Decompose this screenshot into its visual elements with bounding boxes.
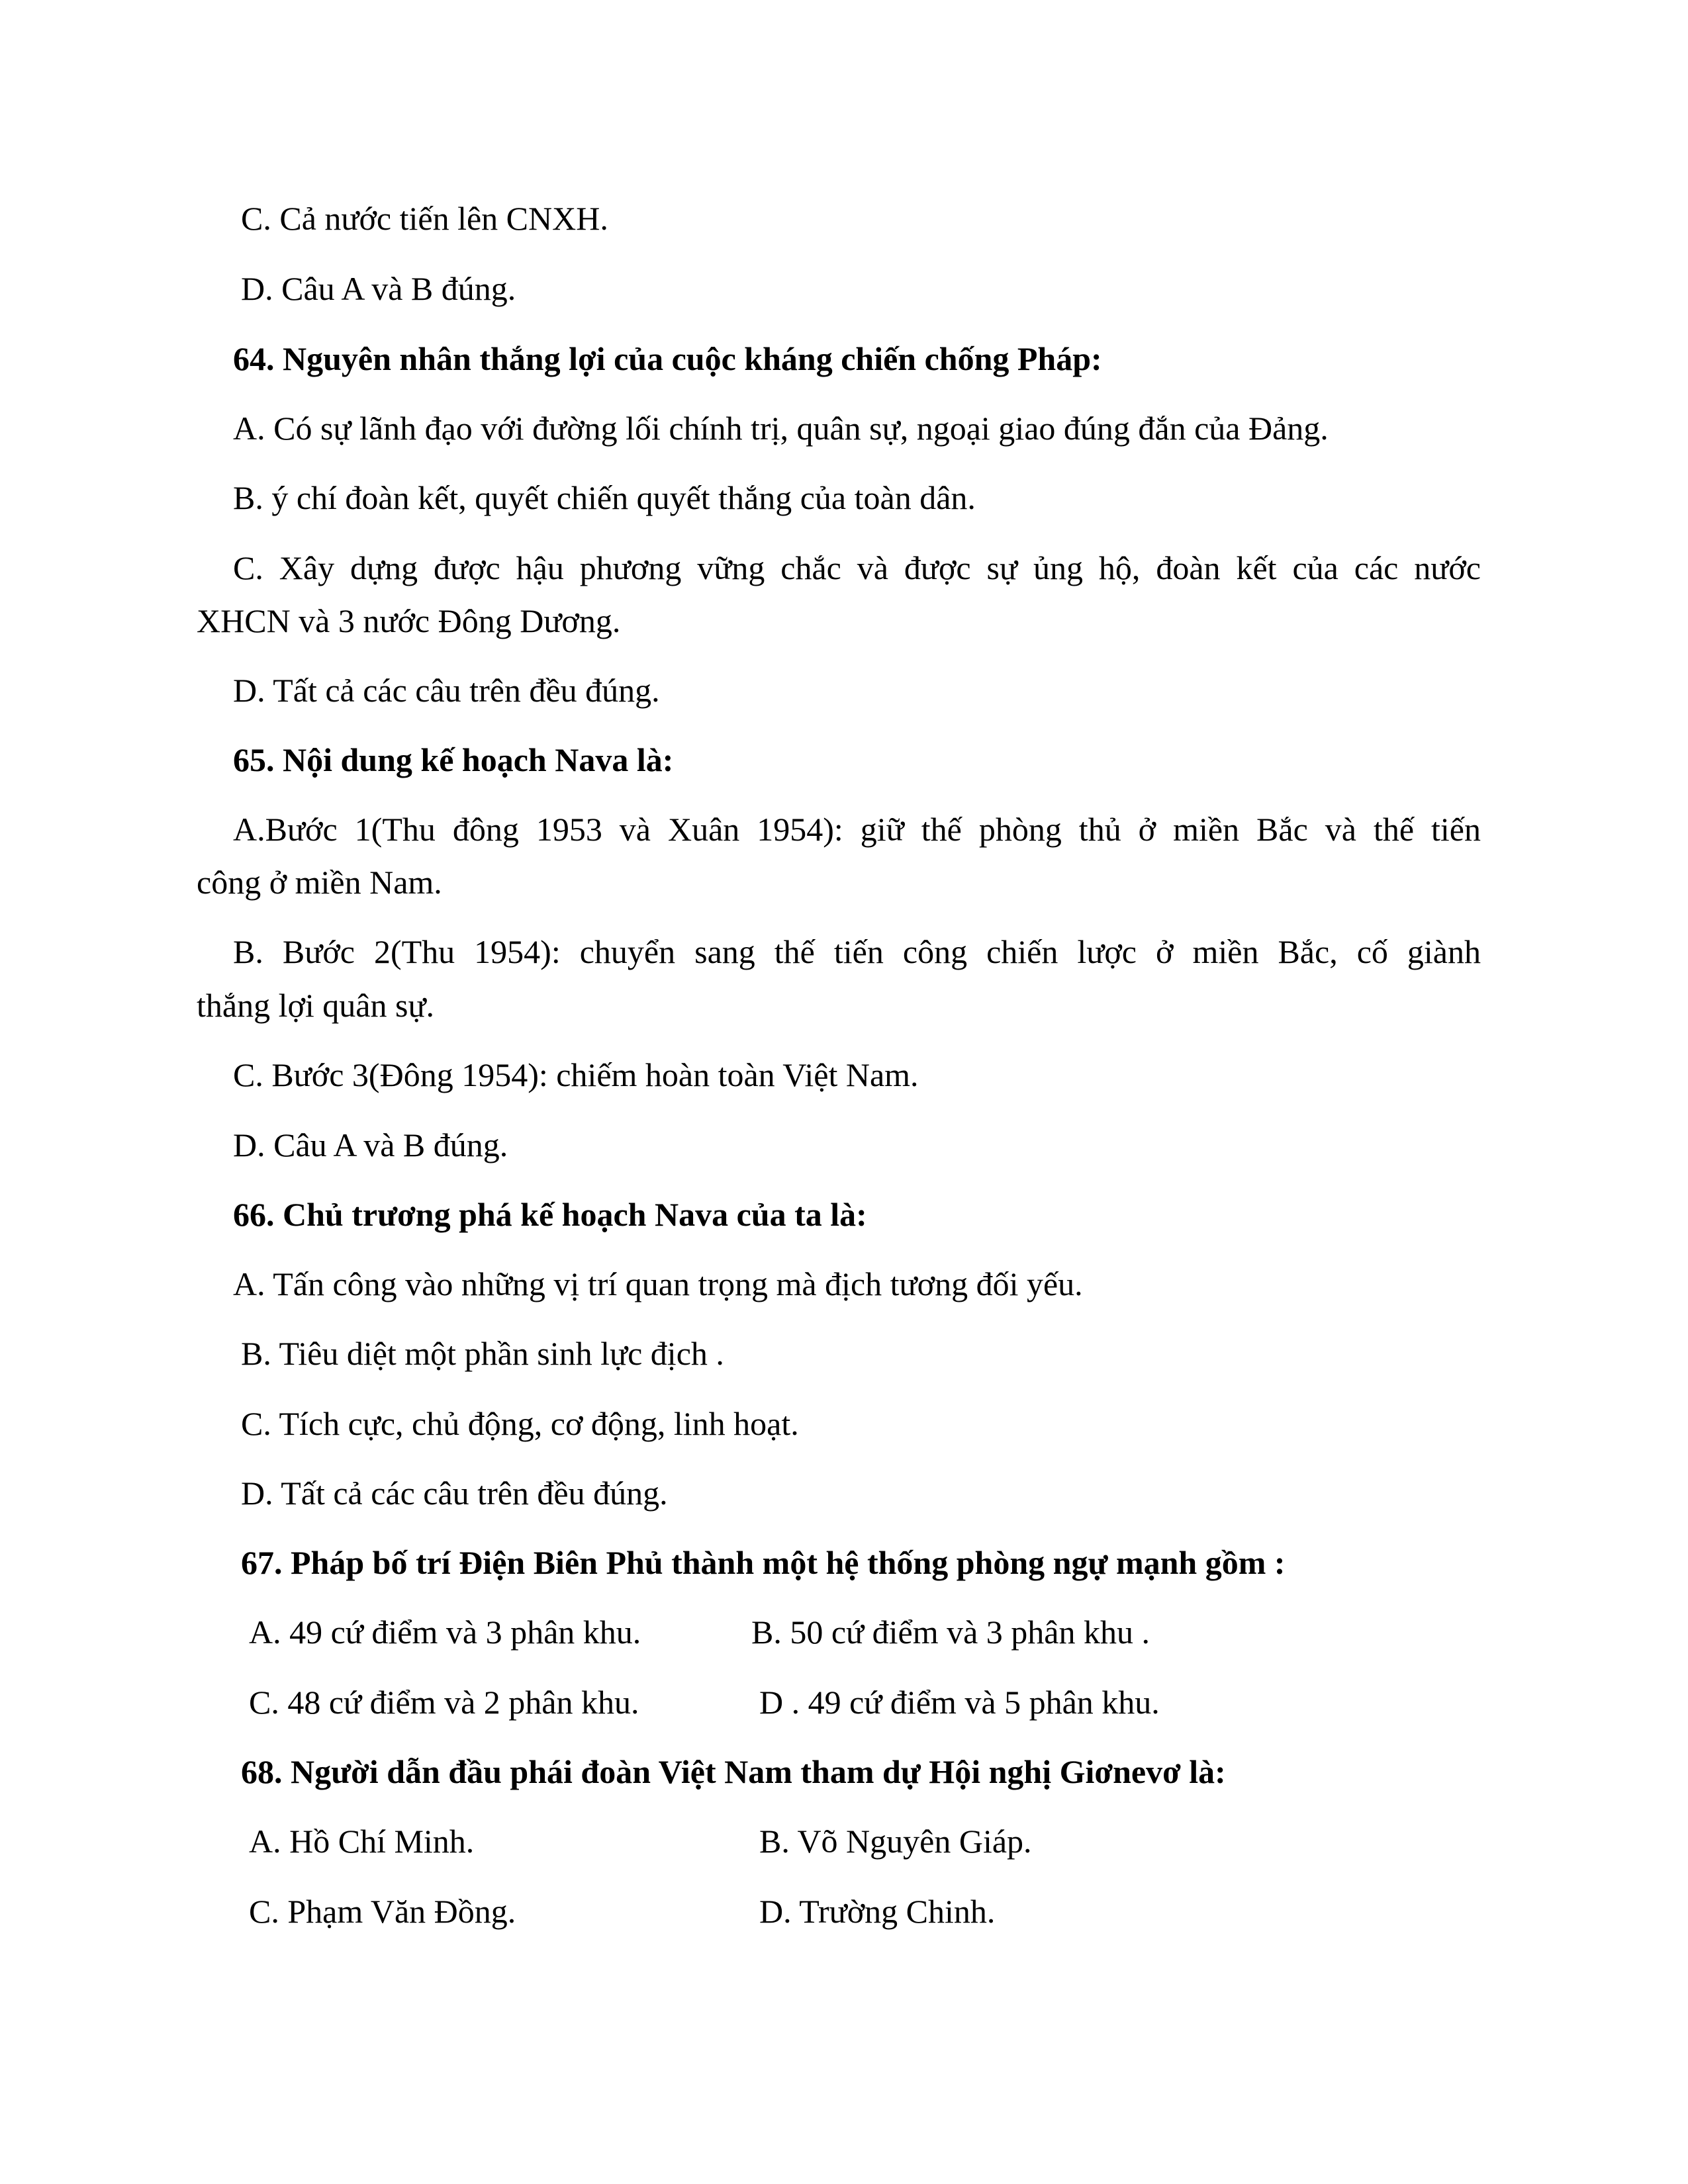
- q66-question: 66. Chủ trương phá kế hoạch Nava của ta là:: [233, 1196, 867, 1233]
- q68-option-c: C. Phạm Văn Đồng.: [249, 1893, 516, 1930]
- q68-option-d: D. Trường Chinh.: [759, 1893, 996, 1930]
- q67-option-c: C. 48 cứ điểm và 2 phân khu.: [249, 1684, 639, 1721]
- q63-option-d: D. Câu A và B đúng.: [241, 270, 516, 307]
- q68-option-a: A. Hồ Chí Minh.: [249, 1823, 475, 1860]
- q66-option-a: A. Tấn công vào những vị trí quan trọng mà địch tương đối yếu.: [233, 1265, 1083, 1302]
- q64-option-b: B. ý chí đoàn kết, quyết chiến quyết thắng của toàn dân.: [233, 479, 976, 516]
- q65-option-c: C. Bước 3(Đông 1954): chiếm hoàn toàn Việt Nam.: [233, 1056, 919, 1093]
- q66-option-b: B. Tiêu diệt một phần sinh lực địch .: [241, 1335, 724, 1372]
- q64-option-a: A. Có sự lãnh đạo với đường lối chính trị, quân sự, ngoại giao đúng đắn của Đảng.: [233, 410, 1329, 447]
- q66-option-c: C. Tích cực, chủ động, cơ động, linh hoạt.: [241, 1405, 799, 1442]
- q65-option-b-line2: thắng lợi quân sự.: [197, 987, 435, 1024]
- q65-question: 65. Nội dung kế hoạch Nava là:: [233, 741, 674, 778]
- q66-option-d: D. Tất cả các câu trên đều đúng.: [241, 1475, 668, 1512]
- q67-option-a: A. 49 cứ điểm và 3 phân khu.: [249, 1614, 641, 1651]
- q64-option-d: D. Tất cả các câu trên đều đúng.: [233, 672, 660, 709]
- q68-question: 68. Người dẫn đầu phái đoàn Việt Nam tham dự Hội nghị Giơnevơ là:: [241, 1753, 1226, 1790]
- q64-option-c-line2: XHCN và 3 nước Đông Dương.: [197, 602, 621, 639]
- q68-option-b: B. Võ Nguyên Giáp.: [759, 1823, 1032, 1860]
- q64-question: 64. Nguyên nhân thắng lợi của cuộc kháng chiến chống Pháp:: [233, 340, 1102, 377]
- q65-option-a-line2: công ở miền Nam.: [197, 864, 442, 901]
- q63-option-c: C. Cả nước tiến lên CNXH.: [241, 200, 608, 237]
- q65-option-a-line1: A.Bước 1(Thu đông 1953 và Xuân 1954): giữ thế phòng thủ ở miền Bắc và thế tiến: [233, 811, 1481, 848]
- q64-option-c-line1: C. Xây dựng được hậu phương vững chắc và được sự ủng hộ, đoàn kết của các nước: [233, 549, 1481, 586]
- q65-option-b-line1: B. Bước 2(Thu 1954): chuyển sang thế tiến công chiến lược ở miền Bắc, cố giành: [233, 933, 1481, 970]
- q67-option-b: B. 50 cứ điểm và 3 phân khu .: [751, 1614, 1150, 1651]
- q65-option-d: D. Câu A và B đúng.: [233, 1126, 508, 1163]
- q67-option-d: D . 49 cứ điểm và 5 phân khu.: [759, 1684, 1160, 1721]
- q67-question: 67. Pháp bố trí Điện Biên Phủ thành một hệ thống phòng ngự mạnh gồm :: [241, 1544, 1286, 1581]
